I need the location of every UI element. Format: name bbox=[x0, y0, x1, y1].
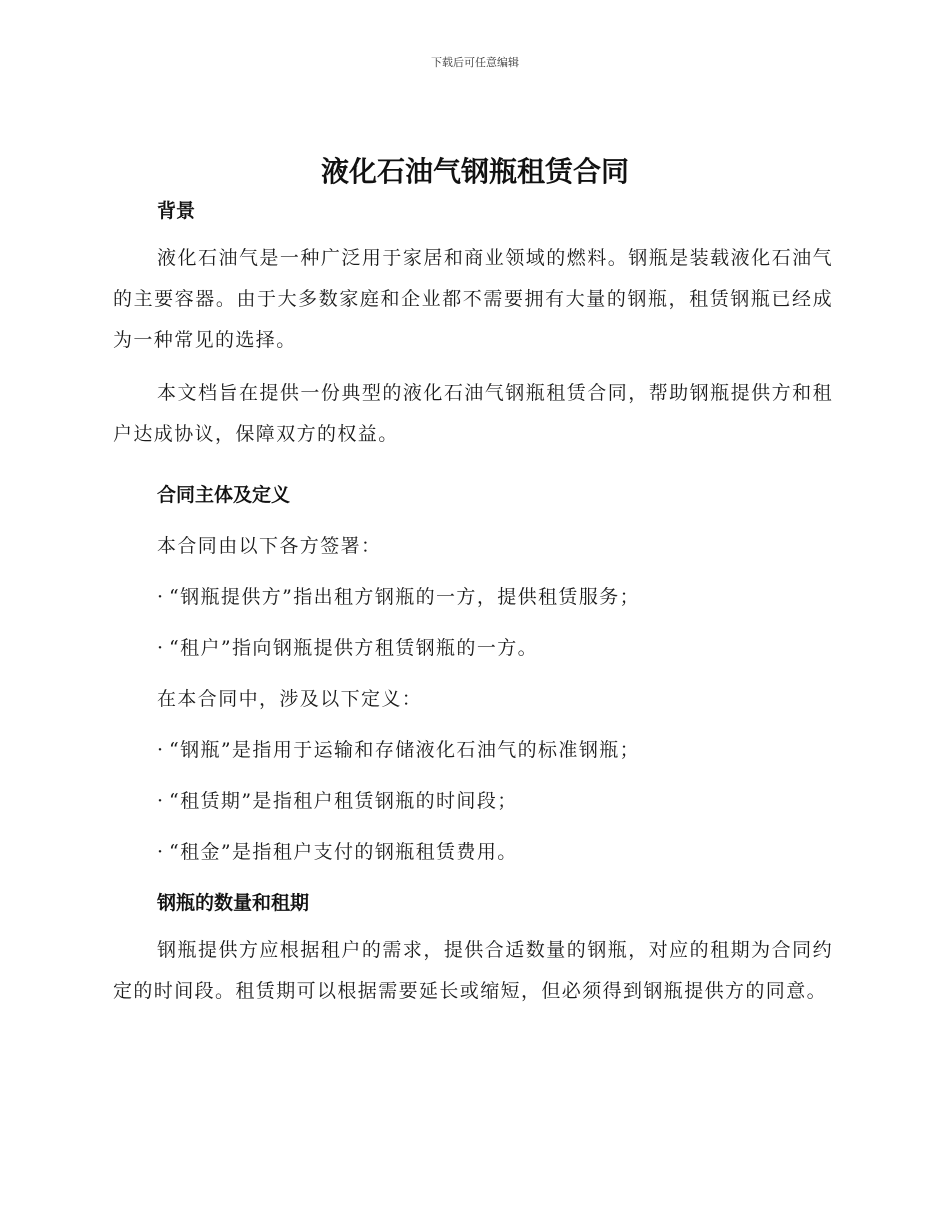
list-item bbox=[113, 786, 833, 816]
paragraph: 钢瓶提供方应根据租户的需求，提供合适数量的钢瓶，对应的租期为合同约定的时间段。租赁期可以根据需要延长或缩短，但必须得到钢瓶提供方的同意。 bbox=[113, 939, 833, 1002]
section-heading-quantity: 钢瓶的数量和租期 bbox=[157, 892, 310, 914]
list-item-text: “钢瓶提供方”指出租方钢瓶的一方，提供租赁服务； bbox=[169, 586, 641, 608]
list-item-text: “租赁期”是指租户租赁钢瓶的时间段； bbox=[169, 790, 518, 812]
list-item-text: “租金”是指租户支付的钢瓶租赁费用。 bbox=[169, 841, 518, 863]
document-body bbox=[113, 196, 833, 1012]
bullet-icon: · bbox=[157, 841, 165, 863]
bullet-icon: · bbox=[157, 637, 165, 659]
bullet-icon: · bbox=[157, 739, 165, 761]
bullet-icon: · bbox=[157, 790, 165, 812]
header-note: 下载后可任意编辑 bbox=[431, 56, 519, 69]
section-heading-background: 背景 bbox=[157, 200, 196, 222]
list-item-text: “租户”指向钢瓶提供方租赁钢瓶的一方。 bbox=[169, 637, 539, 659]
document-title: 液化石油气钢瓶租赁合同 bbox=[320, 155, 629, 188]
paragraph: 液化石油气是一种广泛用于家居和商业领域的燃料。钢瓶是装载液化石油气的主要容器。由于大多数家庭和企业都不需要拥有大量的钢瓶，租赁钢瓶已经成为一种常见的选择。 bbox=[113, 247, 833, 351]
bullet-icon: · bbox=[157, 586, 165, 608]
list-item-text: “钢瓶”是指用于运输和存储液化石油气的标准钢瓶； bbox=[169, 739, 641, 761]
parties-intro: 本合同由以下各方签署： bbox=[157, 535, 382, 557]
list-item bbox=[113, 582, 833, 612]
section-heading-parties: 合同主体及定义 bbox=[157, 484, 291, 506]
definitions-intro: 在本合同中，涉及以下定义： bbox=[157, 688, 423, 710]
list-item bbox=[113, 735, 833, 765]
list-item bbox=[113, 837, 833, 867]
paragraph: 本文档旨在提供一份典型的液化石油气钢瓶租赁合同，帮助钢瓶提供方和租户达成协议，保障双方的权益。 bbox=[113, 382, 833, 445]
list-item bbox=[113, 633, 833, 663]
